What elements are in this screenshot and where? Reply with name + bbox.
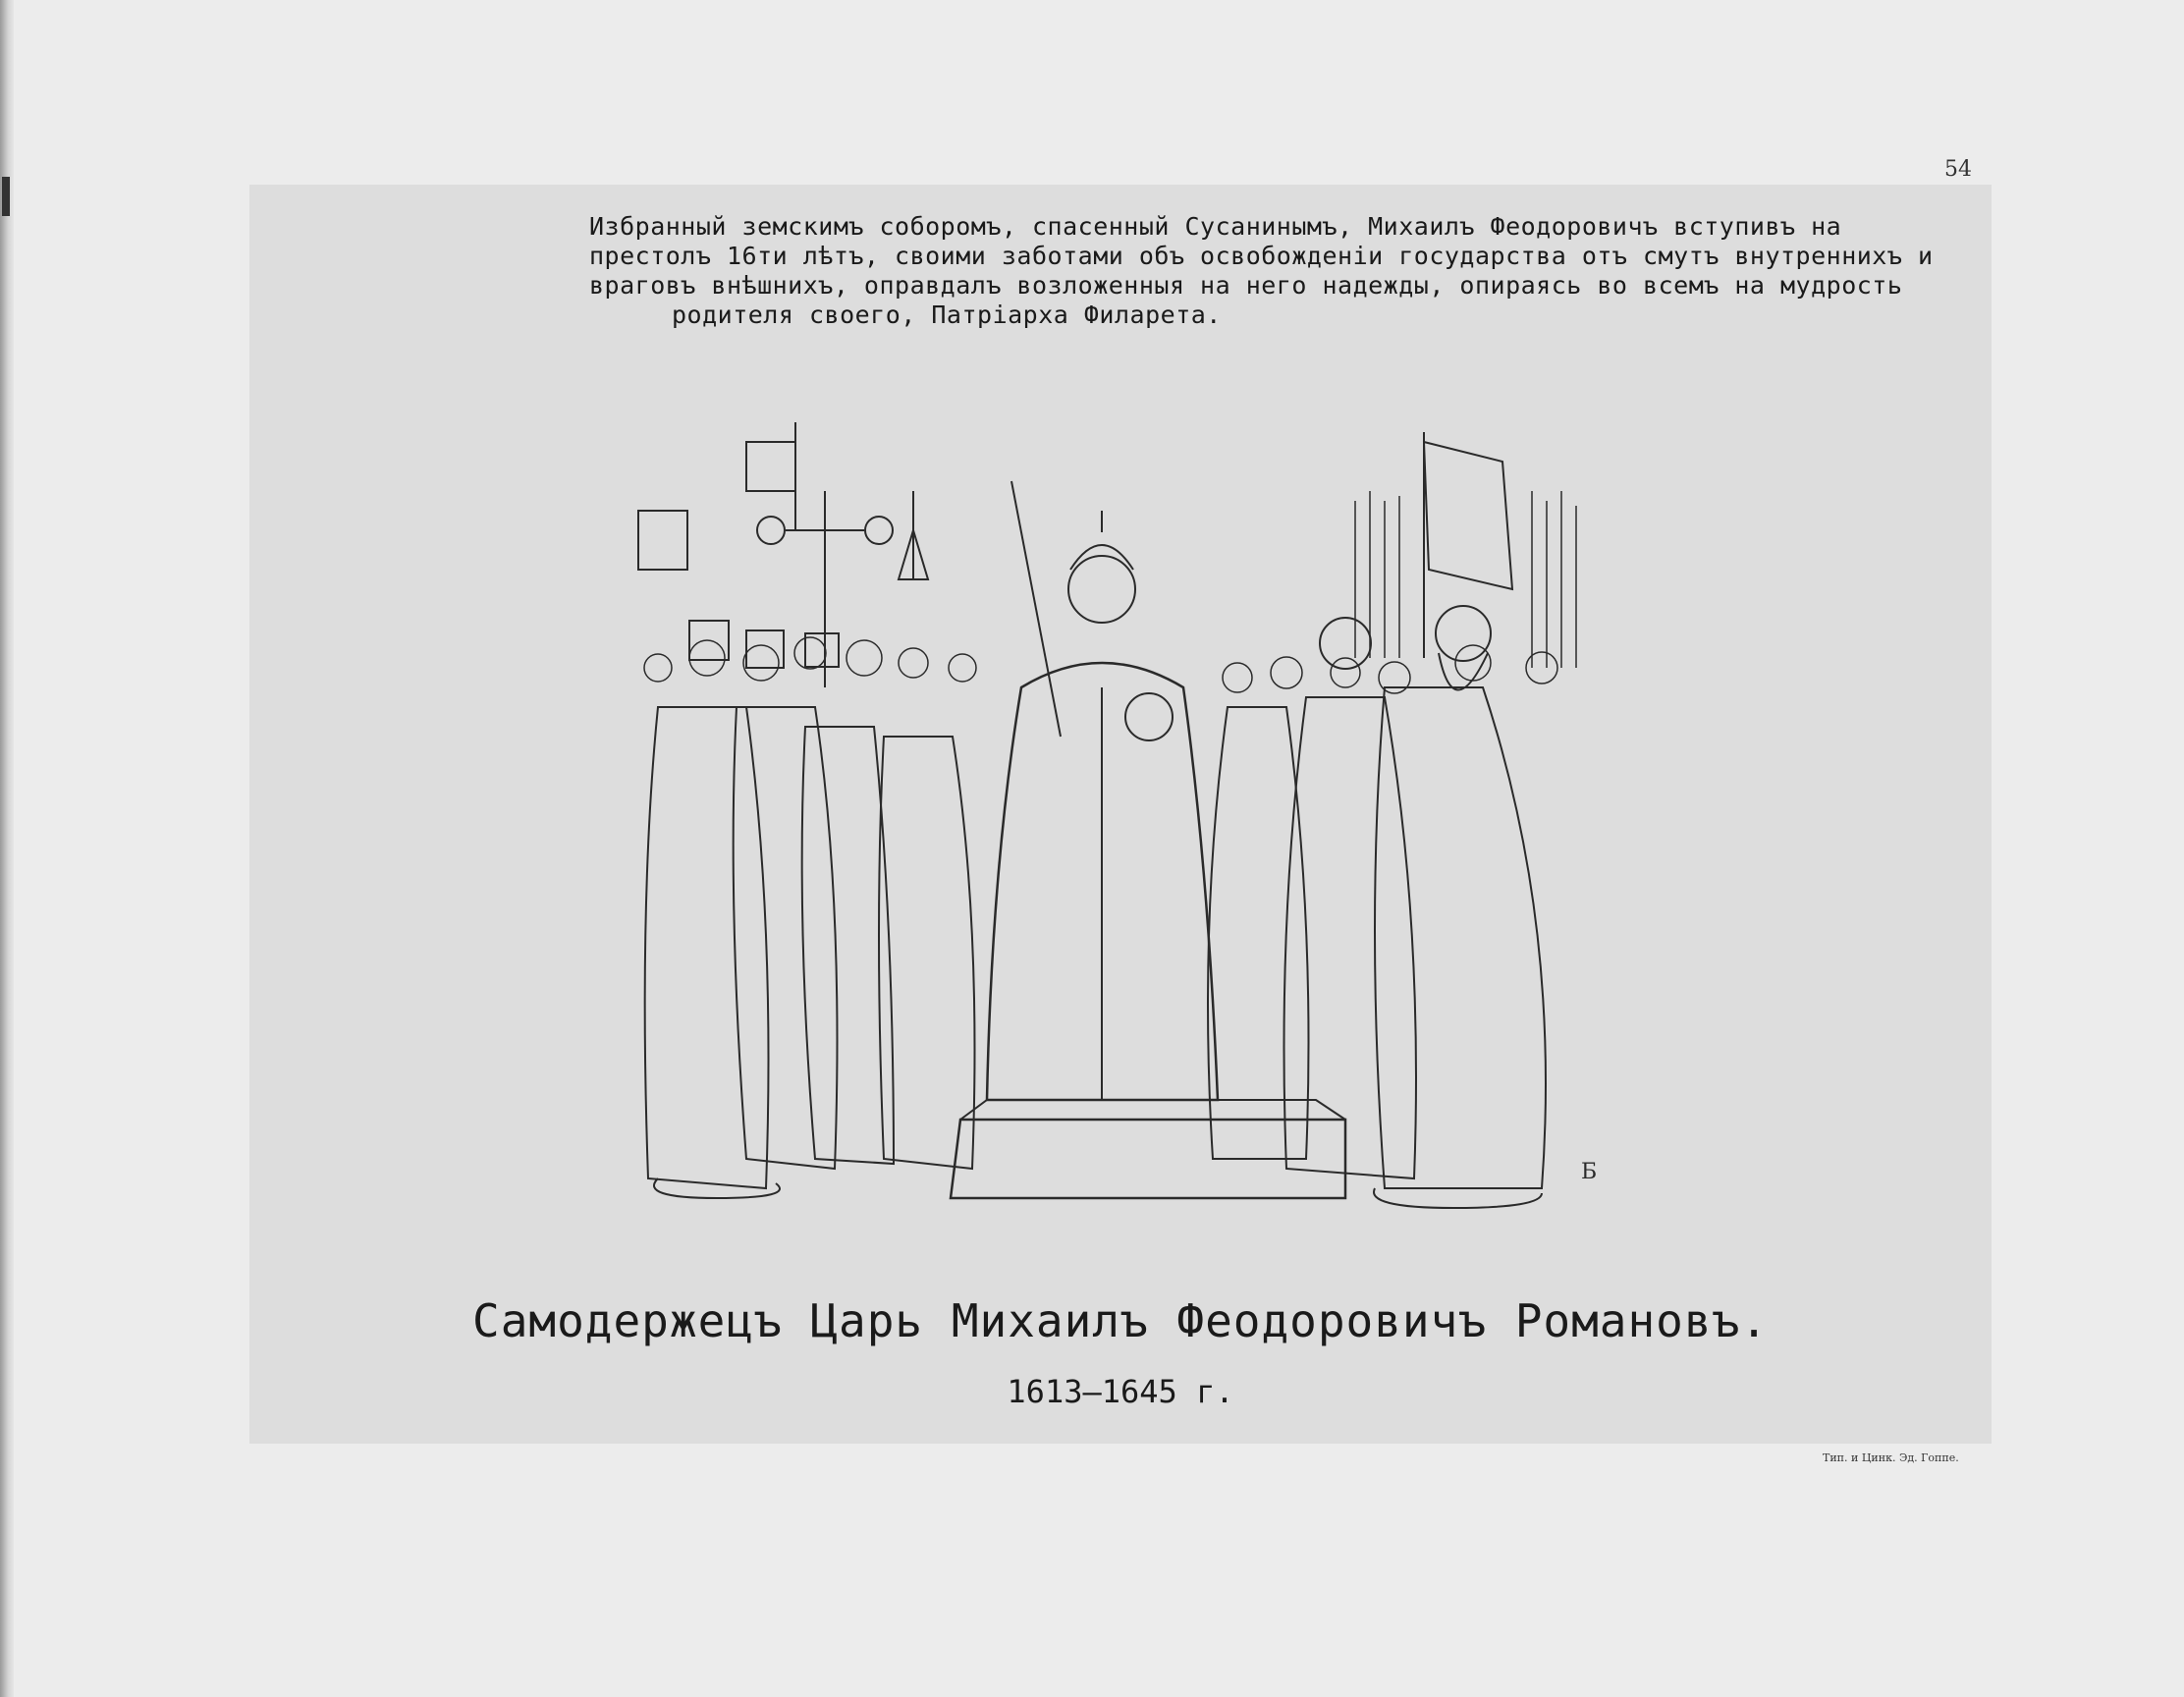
caption-line: враговъ внѣшнихъ, оправдалъ возложенныя на него надежды, опираясь во всемъ на мудрость <box>589 271 1903 300</box>
plate-title: Самодержецъ Царь Михаилъ Феодоровичъ Романовъ. <box>472 1294 1769 1347</box>
caption-line: Избранный земскимъ соборомъ, спасенный Сусанинымъ, Михаилъ Феодоровичъ вступивъ на <box>589 212 1842 241</box>
reign-dates: 1613—1645 г. <box>1007 1373 1234 1410</box>
printer-imprint: Тип. и Цинк. Эд. Гоппе. <box>1823 1451 1959 1464</box>
page-number: 54 <box>1944 157 1972 182</box>
engraving-illustration <box>599 412 1630 1218</box>
caption-line: родителя своего, Патріарха Филарета. <box>672 301 1222 329</box>
caption-text <box>589 212 1934 330</box>
caption-line: престолъ 16ти лѣтъ, своими заботами объ освобожденіи государства отъ смутъ внутреннихъ и <box>589 242 1934 270</box>
book-spine <box>0 0 14 1697</box>
spine-mark <box>2 177 10 216</box>
artist-monogram: Б <box>1581 1160 1598 1184</box>
